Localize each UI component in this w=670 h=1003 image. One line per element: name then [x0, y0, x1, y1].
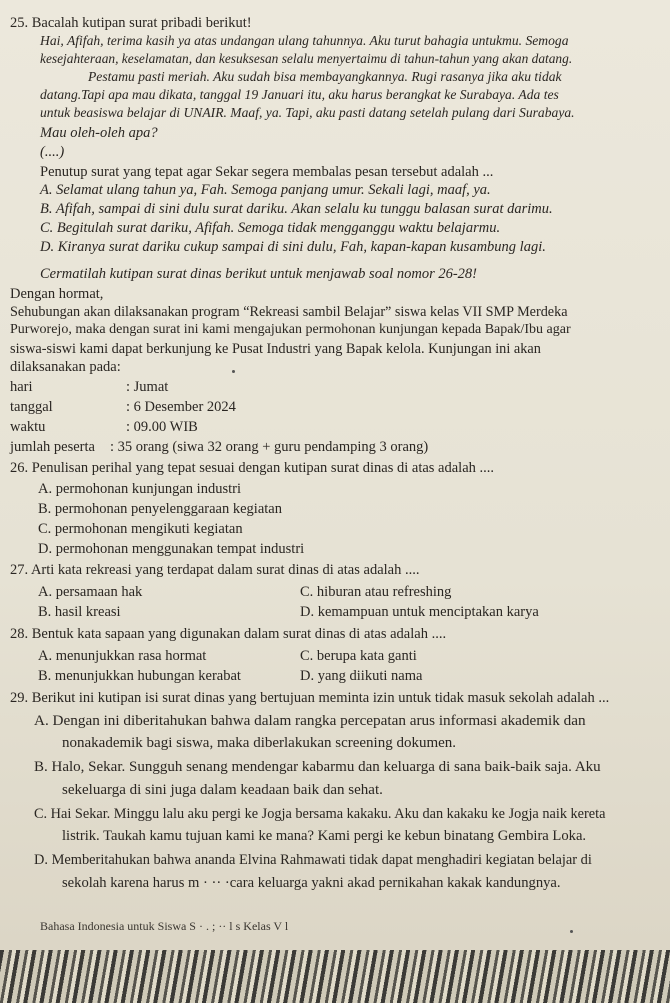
letter-body-line: Sehubungan akan dilaksanakan program “Rekreasi sambil Belajar” siswa kelas VII SMP Merdeka [10, 304, 568, 320]
q29-option-d-line1: D. Memberitahukan bahwa ananda Elvina Rahmawati tidak dapat menghadiri kegiatan belajar di [34, 852, 592, 868]
q28-option-b: B. menunjukkan hubungan kerabat [38, 668, 241, 684]
q27-option-b: B. hasil kreasi [38, 604, 121, 620]
q29-option-a-line1: A. Dengan ini diberitahukan bahwa dalam rangka percepatan arus informasi akademik dan [34, 712, 586, 729]
q29-option-a-line2: nonakademik bagi siswa, maka diberlakukan screening dokumen. [62, 735, 457, 751]
q26-option-a: A. permohonan kunjungan industri [38, 481, 241, 497]
q28-option-a: A. menunjukkan rasa hormat [38, 648, 207, 664]
q29-option-c-line1: C. Hai Sekar. Minggu lalu aku pergi ke Jogja bersama kakaku. Aku dan kakaku ke Jogja naik kereta [34, 806, 606, 822]
q28-option-d: D. yang diikuti nama [300, 668, 423, 684]
letter-body-line: dilaksanakan pada: [10, 359, 121, 375]
detail-label-waktu: waktu [10, 419, 46, 435]
detail-value-hari: : Jumat [126, 379, 169, 395]
q25-question: Penutup surat yang tepat agar Sekar segera membalas pesan tersebut adalah ... [40, 164, 494, 180]
q29-option-b-line2: sekeluarga di sini juga dalam keadaan baik dan sehat. [62, 782, 383, 798]
q29-question: 29. Berikut ini kutipan isi surat dinas yang bertujuan meminta izin untuk tidak masuk sekolah adalah ... [10, 690, 610, 706]
instruction-26-28: Cermatilah kutipan surat dinas berikut untuk menjawab soal nomor 26-28! [40, 266, 477, 282]
q29-option-d-line2: sekolah karena harus m · ·· ·cara keluarga yakni akad pernikahan kakak kandungnya. [62, 875, 561, 891]
q29-option-b-line1: B. Halo, Sekar. Sungguh senang mendengar kabarmu dan keluarga di sana baik-baik saja. Aku [34, 759, 601, 775]
q25-letter-line: untuk beasiswa belajar di UNAIR. Maaf, ya. Tapi, aku pasti datang setelah pulang dari Surabaya. [40, 105, 575, 120]
q26-option-d: D. permohonan menggunakan tempat industri [38, 541, 305, 557]
q25-letter-line: kesejahteraan, keselamatan, dan kesuksesan selalu menyertaimu di tahun-tahun yang akan datang. [40, 51, 573, 66]
q25-option-c: C. Begitulah surat dariku, Afifah. Semoga tidak mengganggu waktu belajarmu. [40, 220, 501, 236]
q27-question: 27. Arti kata rekreasi yang terdapat dalam surat dinas di atas adalah .... [10, 562, 420, 578]
q26-option-b: B. permohonan penyelenggaraan kegiatan [38, 501, 282, 517]
detail-label-peserta: jumlah peserta [10, 439, 95, 455]
ink-speck [232, 370, 235, 373]
book-footer: Bahasa Indonesia untuk Siswa S · . ; ·· l s Kelas V l [40, 919, 289, 933]
q26-option-c: C. permohonan mengikuti kegiatan [38, 521, 243, 537]
blurred-table-edge [0, 950, 670, 1003]
q25-letter-line: datang.Tapi apa mau dikata, tanggal 19 Januari itu, aku harus berangkat ke Surabaya. Ada tes [40, 87, 559, 102]
q28-option-c: C. berupa kata ganti [300, 648, 417, 664]
q25-letter-line: Hai, Afifah, terima kasih ya atas undangan ulang tahunnya. Aku turut bahagia untukmu. Semoga [40, 33, 569, 48]
q27-option-d: D. kemampuan untuk menciptakan karya [300, 604, 539, 620]
q25-header: 25. Bacalah kutipan surat pribadi berikut! [10, 15, 252, 31]
ink-speck [570, 930, 573, 933]
q27-option-c: C. hiburan atau refreshing [300, 584, 452, 600]
letter-body-line: Purworejo, maka dengan surat ini kami mengajukan permohonan kunjungan kepada Bapak/Ibu agar [10, 322, 571, 337]
letter-greeting: Dengan hormat, [10, 286, 104, 302]
q28-question: 28. Bentuk kata sapaan yang digunakan dalam surat dinas di atas adalah .... [10, 626, 447, 642]
q25-option-a: A. Selamat ulang tahun ya, Fah. Semoga panjang umur. Sekali lagi, maaf, ya. [40, 182, 491, 198]
q25-letter-line: (....) [40, 144, 65, 160]
q25-option-b: B. Afifah, sampai di sini dulu surat dariku. Akan selalu ku tunggu balasan surat darimu. [40, 201, 553, 217]
detail-label-hari: hari [10, 379, 33, 395]
detail-value-tanggal: : 6 Desember 2024 [126, 399, 236, 415]
detail-value-peserta: : 35 orang (siwa 32 orang + guru pendamping 3 orang) [110, 439, 429, 455]
q25-option-d: D. Kiranya surat dariku cukup sampai di sini dulu, Fah, kapan-kapan kusambung lagi. [40, 239, 546, 255]
letter-body-line: siswa-siswi kami dapat berkunjung ke Pusat Industri yang Bapak kelola. Kunjungan ini akan [10, 341, 541, 357]
q25-letter-line: Mau oleh-oleh apa? [40, 125, 158, 141]
detail-value-waktu: : 09.00 WIB [126, 419, 198, 435]
q26-question: 26. Penulisan perihal yang tepat sesuai dengan kutipan surat dinas di atas adalah .... [10, 460, 495, 476]
q25-letter-line: Pestamu pasti meriah. Aku sudah bisa membayangkannya. Rugi rasanya jika aku tidak [88, 69, 562, 84]
q27-option-a: A. persamaan hak [38, 584, 143, 600]
q29-option-c-line2: listrik. Taukah kamu tujuan kami ke mana? Kami pergi ke kebun binatang Gembira Loka. [62, 828, 587, 844]
detail-label-tanggal: tanggal [10, 399, 53, 415]
